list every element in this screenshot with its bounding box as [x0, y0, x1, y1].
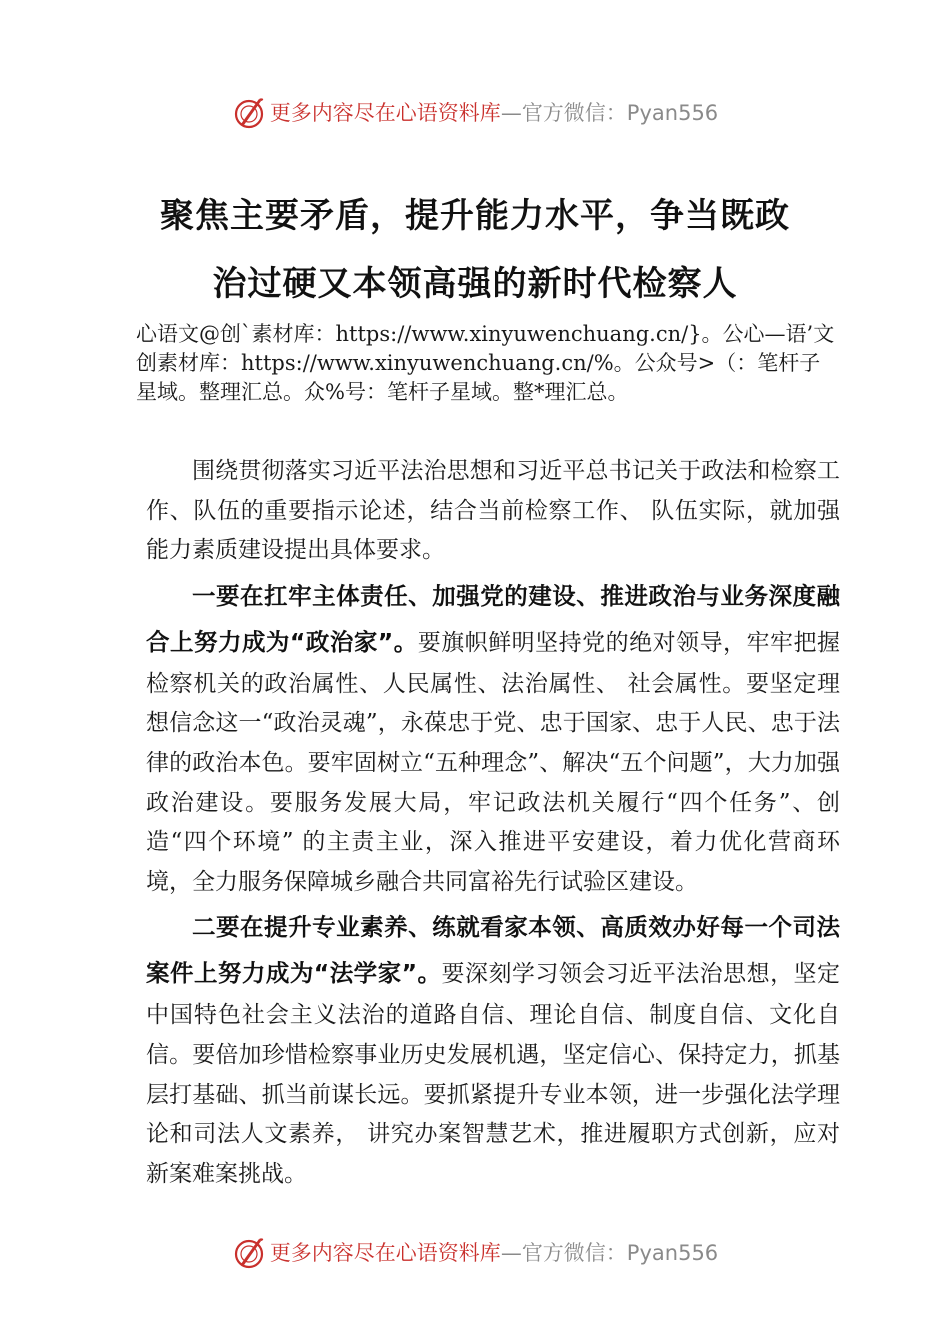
document-title-line-1: 聚焦主要矛盾，提升能力水平，争当既政 — [160, 196, 790, 236]
banner-promo-text: 更多内容尽在心语资料库 — [269, 101, 501, 125]
document-title-line-2: 治过硬又本领高强的新时代检察人 — [212, 264, 738, 304]
quill-seal-icon — [232, 1235, 266, 1269]
footer-promo-text: 更多内容尽在心语资料库 — [269, 1241, 501, 1265]
banner-wechat-text: —官方微信：Pyan556 — [500, 101, 719, 125]
header-banner — [0, 92, 950, 132]
source-note: 心语文@创`素材库：https://www.xinyuwenchuang.cn/}。公心—语’文创素材库：https://www.xinyuwenchuang.cn/%。公众号>（：笔杆子星域。整理汇总。众%号：笔杆子星域。整*理汇总。 — [136, 322, 835, 404]
paragraph-politician — [146, 573, 840, 903]
paragraph-text-politician: 要旗帜鲜明坚持党的绝对领导，牢牢把握检察机关的政治属性、人民属性、法治属性、 社会属性。要坚定理想信念这一“政治灵魂”，永葆忠于党、忠于国家、忠于人民、忠于法律的政治本色。要牢固树立“五种理念”、解决“五个问题”，大力加强政治建设。要服务发展大局，牢记政法机关履行“四个任务”、创造“四个环境” 的主责主业，深入推进平安建设，着力优化营商环境，全力服务保障城乡融合共同富裕先行试验区建设。 — [146, 629, 841, 895]
intro-paragraph: 围绕贯彻落实习近平法治思想和习近平总书记关于政法和检察工作、队伍的重要指示论述，结合当前检察工作、 队伍实际，就加强能力素质建设提出具体要求。 — [146, 458, 840, 564]
document-body — [146, 452, 840, 1194]
paragraph-lead-jurist: 二要在提升专业素养、练就看家本领、高质效办好每一个司法案件上努力成为“法学家”。 — [146, 913, 840, 988]
footer-wechat-text: —官方微信：Pyan556 — [500, 1241, 719, 1265]
paragraph-text-jurist: 要深刻学习领会习近平法治思想，坚定中国特色社会主义法治的道路自信、理论自信、制度自信、文化自信。要倍加珍惜检察事业历史发展机遇，坚定信心、保持定力，抓基层打基础、抓当前谋长远。要抓紧提升专业本领，进一步强化法学理论和司法人文素养， 讲究办案智慧艺术，推进履职方式创新，应对新案难案挑战。 — [146, 961, 841, 1187]
quill-seal-icon — [232, 95, 266, 129]
paragraph-lead-politician: 一要在扛牢主体责任、加强党的建设、推进政治与业务深度融合上努力成为“政治家”。 — [146, 581, 840, 656]
footer-banner — [0, 1232, 950, 1272]
paragraph-jurist — [146, 904, 840, 1194]
